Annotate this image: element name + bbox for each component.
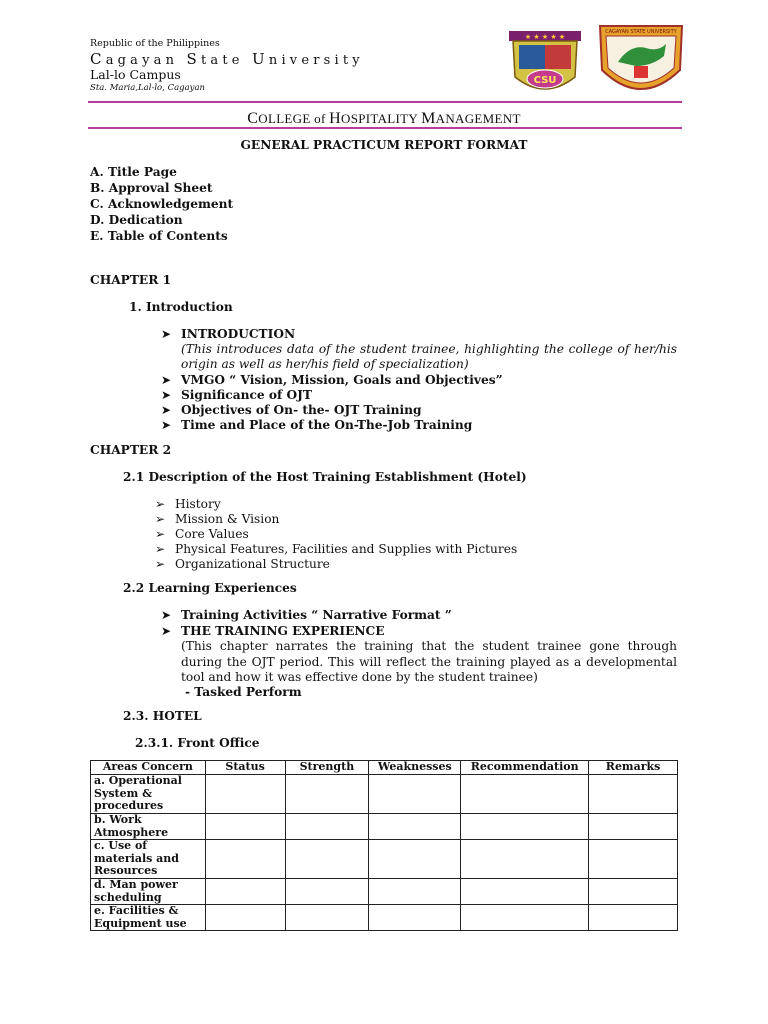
- arrow-bullet-icon: ➤: [161, 418, 172, 432]
- area-concern-cell: e. Facilities & Equipment use: [91, 905, 206, 931]
- header-status: Status: [205, 761, 285, 775]
- section1-item-history: History: [175, 497, 221, 511]
- arrow-bullet-icon: ➢: [155, 497, 166, 511]
- section1-item-physical-features: Physical Features, Facilities and Supplies with Pictures: [175, 542, 518, 556]
- svg-text:★ ★ ★ ★ ★: ★ ★ ★ ★ ★: [524, 33, 566, 41]
- front-item-table-of-contents: E. Table of Contents: [90, 229, 228, 243]
- remarks-cell: [589, 840, 678, 879]
- front-item-approval-sheet: B. Approval Sheet: [90, 181, 213, 195]
- arrow-bullet-icon: ➤: [161, 388, 172, 402]
- chapter1-heading: CHAPTER 1: [90, 273, 172, 287]
- section2-item-training-experience: THE TRAINING EXPERIENCE: [181, 624, 385, 638]
- section2-note: (This chapter narrates the training that the student trainee gone through during the OJT period. This will reflect the training played as a developmental tool and how it was effective done by the student trainee): [181, 639, 677, 684]
- header-weaknesses: Weaknesses: [369, 761, 461, 775]
- section2-item-training-activities: Training Activities “ Narrative Format ”: [181, 608, 452, 622]
- front-office-evaluation-table: [90, 760, 678, 931]
- recommendation-cell: [461, 905, 589, 931]
- recommendation-cell: [461, 840, 589, 879]
- header-rule-bottom: [88, 127, 682, 129]
- strength-cell: [285, 814, 369, 840]
- recommendation-cell: [461, 879, 589, 905]
- status-cell: [205, 905, 285, 931]
- header-remarks: Remarks: [589, 761, 678, 775]
- arrow-bullet-icon: ➢: [155, 527, 166, 541]
- front-item-title-page: A. Title Page: [90, 165, 177, 179]
- status-cell: [205, 879, 285, 905]
- chapter1-item-significance: Significance of OJT: [181, 388, 312, 402]
- remarks-cell: [589, 775, 678, 814]
- area-concern-cell: a. Operational System & procedures: [91, 775, 206, 814]
- area-concern-cell: b. Work Atmosphere: [91, 814, 206, 840]
- section1-item-org-structure: Organizational Structure: [175, 557, 330, 571]
- table-row: [91, 879, 678, 905]
- arrow-bullet-icon: ➤: [161, 373, 172, 387]
- remarks-cell: [589, 879, 678, 905]
- weaknesses-cell: [369, 814, 461, 840]
- strength-cell: [285, 775, 369, 814]
- strength-cell: [285, 840, 369, 879]
- weaknesses-cell: [369, 905, 461, 931]
- weaknesses-cell: [369, 775, 461, 814]
- arrow-bullet-icon: ➢: [155, 557, 166, 571]
- arrow-bullet-icon: ➢: [155, 542, 166, 556]
- header-recommendation: Recommendation: [461, 761, 589, 775]
- campus-name: Lal-lo Campus: [90, 67, 181, 82]
- arrow-bullet-icon: ➤: [161, 403, 172, 417]
- republic-text: Republic of the Philippines: [90, 38, 220, 49]
- status-cell: [205, 775, 285, 814]
- recommendation-cell: [461, 814, 589, 840]
- header-areas-concern: Areas Concern: [91, 761, 206, 775]
- seal-lettering: CAGAYAN STATE UNIVERSITY: [605, 29, 677, 35]
- arrow-bullet-icon: ➢: [155, 512, 166, 526]
- campus-address: Sta. Maria,Lal-lo, Cagayan: [90, 83, 205, 93]
- chapter1-item-vmgo: VMGO “ Vision, Mission, Goals and Objectives”: [181, 373, 503, 387]
- chapter1-intro-item: INTRODUCTION: [181, 327, 296, 341]
- section1-item-mission-vision: Mission & Vision: [175, 512, 280, 526]
- remarks-cell: [589, 905, 678, 931]
- recommendation-cell: [461, 775, 589, 814]
- area-concern-cell: d. Man power scheduling: [91, 879, 206, 905]
- cagayan-state-university-seal: [596, 22, 686, 102]
- weaknesses-cell: [369, 840, 461, 879]
- section1-item-core-values: Core Values: [175, 527, 249, 541]
- csu-logo-lettering: CSU: [533, 75, 557, 86]
- strength-cell: [285, 905, 369, 931]
- strength-cell: [285, 879, 369, 905]
- area-concern-cell: c. Use of materials and Resources: [91, 840, 206, 879]
- college-name: COLLEGE of HOSPITALITY MANAGEMENT: [247, 110, 521, 127]
- chapter1-intro-note: (This introduces data of the student trainee, highlighting the college of her/his origin as well as her/his field of specialization): [181, 342, 677, 371]
- arrow-bullet-icon: ➤: [161, 608, 172, 622]
- header-strength: Strength: [285, 761, 369, 775]
- front-item-dedication: D. Dedication: [90, 213, 183, 227]
- chapter1-item-time-place: Time and Place of the On-The-Job Training: [181, 418, 473, 432]
- chapter2-section-2-3-1: 2.3.1. Front Office: [135, 736, 260, 750]
- table-row: [91, 814, 678, 840]
- arrow-bullet-icon: ➤: [161, 624, 172, 638]
- header-rule-top: [88, 101, 682, 103]
- remarks-cell: [589, 814, 678, 840]
- weaknesses-cell: [369, 879, 461, 905]
- document-title: GENERAL PRACTICUM REPORT FORMAT: [240, 138, 528, 152]
- status-cell: [205, 814, 285, 840]
- table-row: [91, 775, 678, 814]
- front-item-acknowledgement: C. Acknowledgement: [90, 197, 234, 211]
- chapter1-item-objectives: Objectives of On- the- OJT Training: [181, 403, 422, 417]
- csu-college-logo: [505, 29, 585, 99]
- status-cell: [205, 840, 285, 879]
- table-header-row: [91, 761, 678, 775]
- table-row: [91, 905, 678, 931]
- chapter2-section-2-2: 2.2 Learning Experiences: [123, 581, 297, 595]
- section2-tasked-perform: - Tasked Perform: [185, 685, 302, 699]
- arrow-bullet-icon: ➤: [161, 327, 172, 341]
- chapter2-heading: CHAPTER 2: [90, 443, 172, 457]
- table-row: [91, 840, 678, 879]
- chapter2-section-2-3: 2.3. HOTEL: [123, 709, 202, 723]
- chapter2-section-2-1: 2.1 Description of the Host Training Establishment (Hotel): [123, 470, 527, 484]
- university-name: Cagayan State University: [90, 50, 364, 68]
- chapter1-section-introduction: 1. Introduction: [129, 300, 233, 314]
